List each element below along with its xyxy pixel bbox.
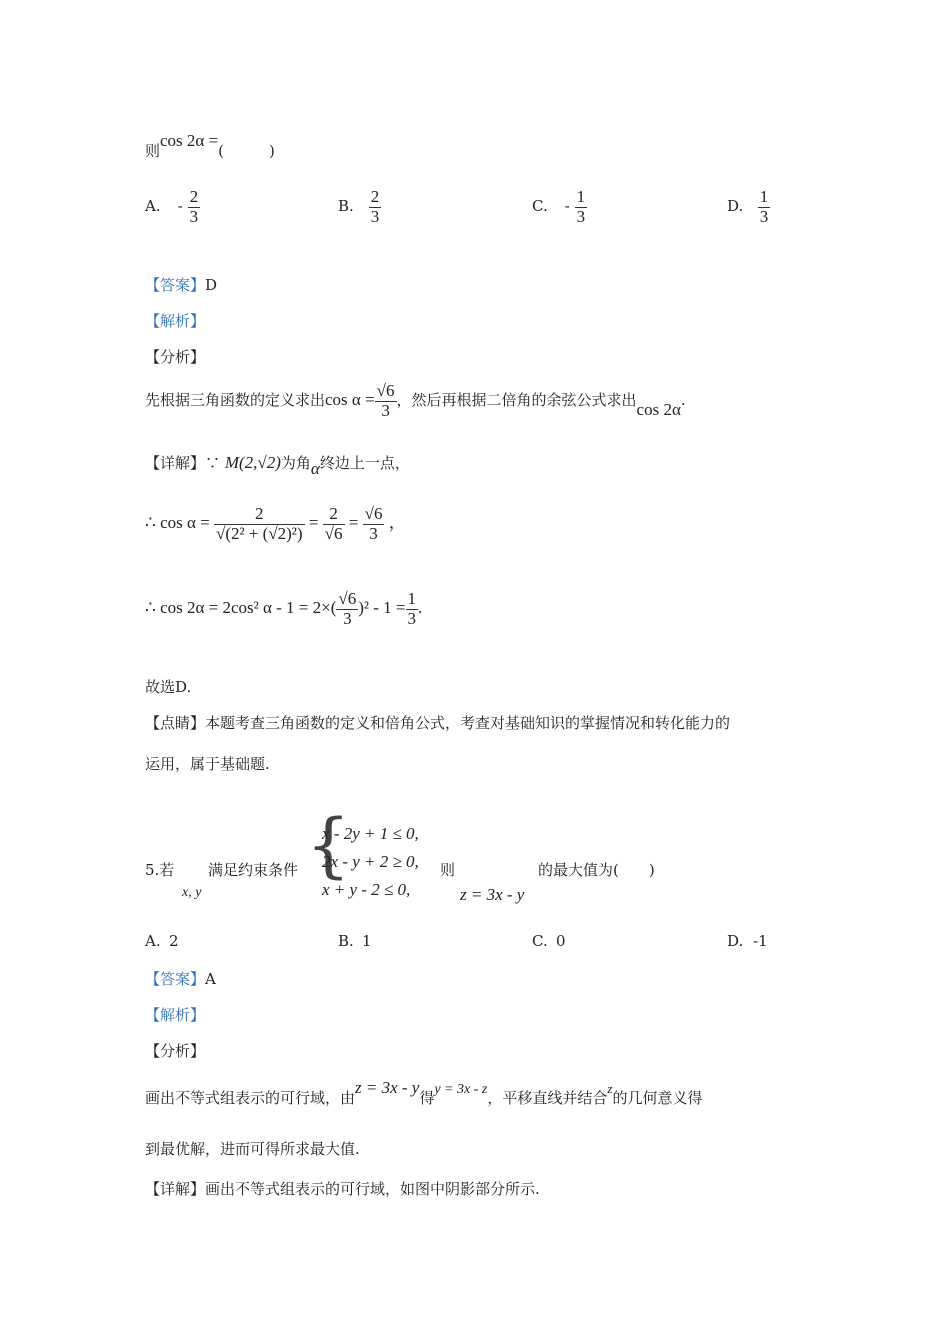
q4-option-b: B. $\frac{2}{3}$: [338, 187, 380, 226]
q4-dianjing-cont: 运用，属于基础题.: [145, 755, 270, 773]
q5-fenxi-cont: 到最优解，进而可得所求最大值.: [145, 1140, 360, 1158]
q5-target: z = 3x - y: [460, 885, 525, 904]
q4-guxuan: 故选D.: [145, 678, 192, 696]
q5-fenxi-tag: 【分析】: [145, 1042, 206, 1060]
q4-option-c: C. - $\frac{1}{3}$: [532, 187, 586, 226]
q4-dianjing: 【点睛】本题考查三角函数的定义和倍角公式，考查对基础知识的掌握情况和转化能力的: [145, 714, 731, 732]
q4-stem: [145, 130, 275, 160]
q5-text-c: 的最大值为( ): [538, 861, 655, 879]
q5-text-a: 满足约束条件: [208, 861, 299, 879]
q5-jiexi-tag: 【解析】: [145, 1006, 206, 1024]
q5-number: 5.若: [145, 861, 175, 879]
q5-fenxi: 画出不等式组表示的可行域，由z = 3x - y得y = 3x - z，平移直线并结合z的几何意义得: [145, 1078, 703, 1107]
q4-fenxi-tag: 【分析】: [145, 348, 206, 366]
q5-brace: {: [306, 804, 351, 886]
q4-stem-math: cos 2α =: [160, 131, 219, 150]
q5-option-c: C. 0: [532, 932, 566, 950]
q4-stem-prefix: 则: [145, 142, 161, 160]
q4-stem-paren: ( ): [218, 142, 275, 160]
q4-option-a: A. - $\frac{2}{3}$: [145, 187, 199, 226]
q4-equation-2: ∴ cos 2α = 2cos² α - 1 = 2×( $\frac{√6}{3}$ )² - 1 = $\frac{1}{3}$ .: [145, 589, 423, 628]
q5-answer: 【答案】A: [145, 970, 216, 988]
q4-fenxi: 先根据三角函数的定义求出cos α = $\frac{√6}{3}$ ，然后再根据二倍角的余弦公式求出cos 2α.: [145, 381, 686, 420]
q5-text-b: 则: [440, 861, 456, 879]
q5-option-d: D. -1: [727, 932, 768, 950]
q5-option-b: B. 1: [338, 932, 372, 950]
q5-constraints: x - 2y + 1 ≤ 0, 2x - y + 2 ≥ 0, x + y - 2 ≤ 0,: [322, 824, 419, 899]
q5-option-a: A. 2: [145, 932, 179, 950]
q4-option-d: D. $\frac{1}{3}$: [727, 187, 769, 226]
q4-answer: 【答案】D: [145, 276, 218, 294]
q4-xiangjie: 【详解】∵ M(2,√2)为角α终边上一点，: [145, 453, 410, 478]
q4-equation-1: ∴ cos α = $\frac{2}{\text{√(2² + (√2)²)}}$ = $\frac{2}{√6}$ = $\frac{√6}{3}$ ，: [145, 504, 406, 543]
q4-jiexi-tag: 【解析】: [145, 312, 206, 330]
q5-vars: x, y: [182, 885, 202, 900]
q5-xiangjie: 【详解】画出不等式组表示的可行域，如图中阴影部分所示.: [145, 1180, 540, 1198]
